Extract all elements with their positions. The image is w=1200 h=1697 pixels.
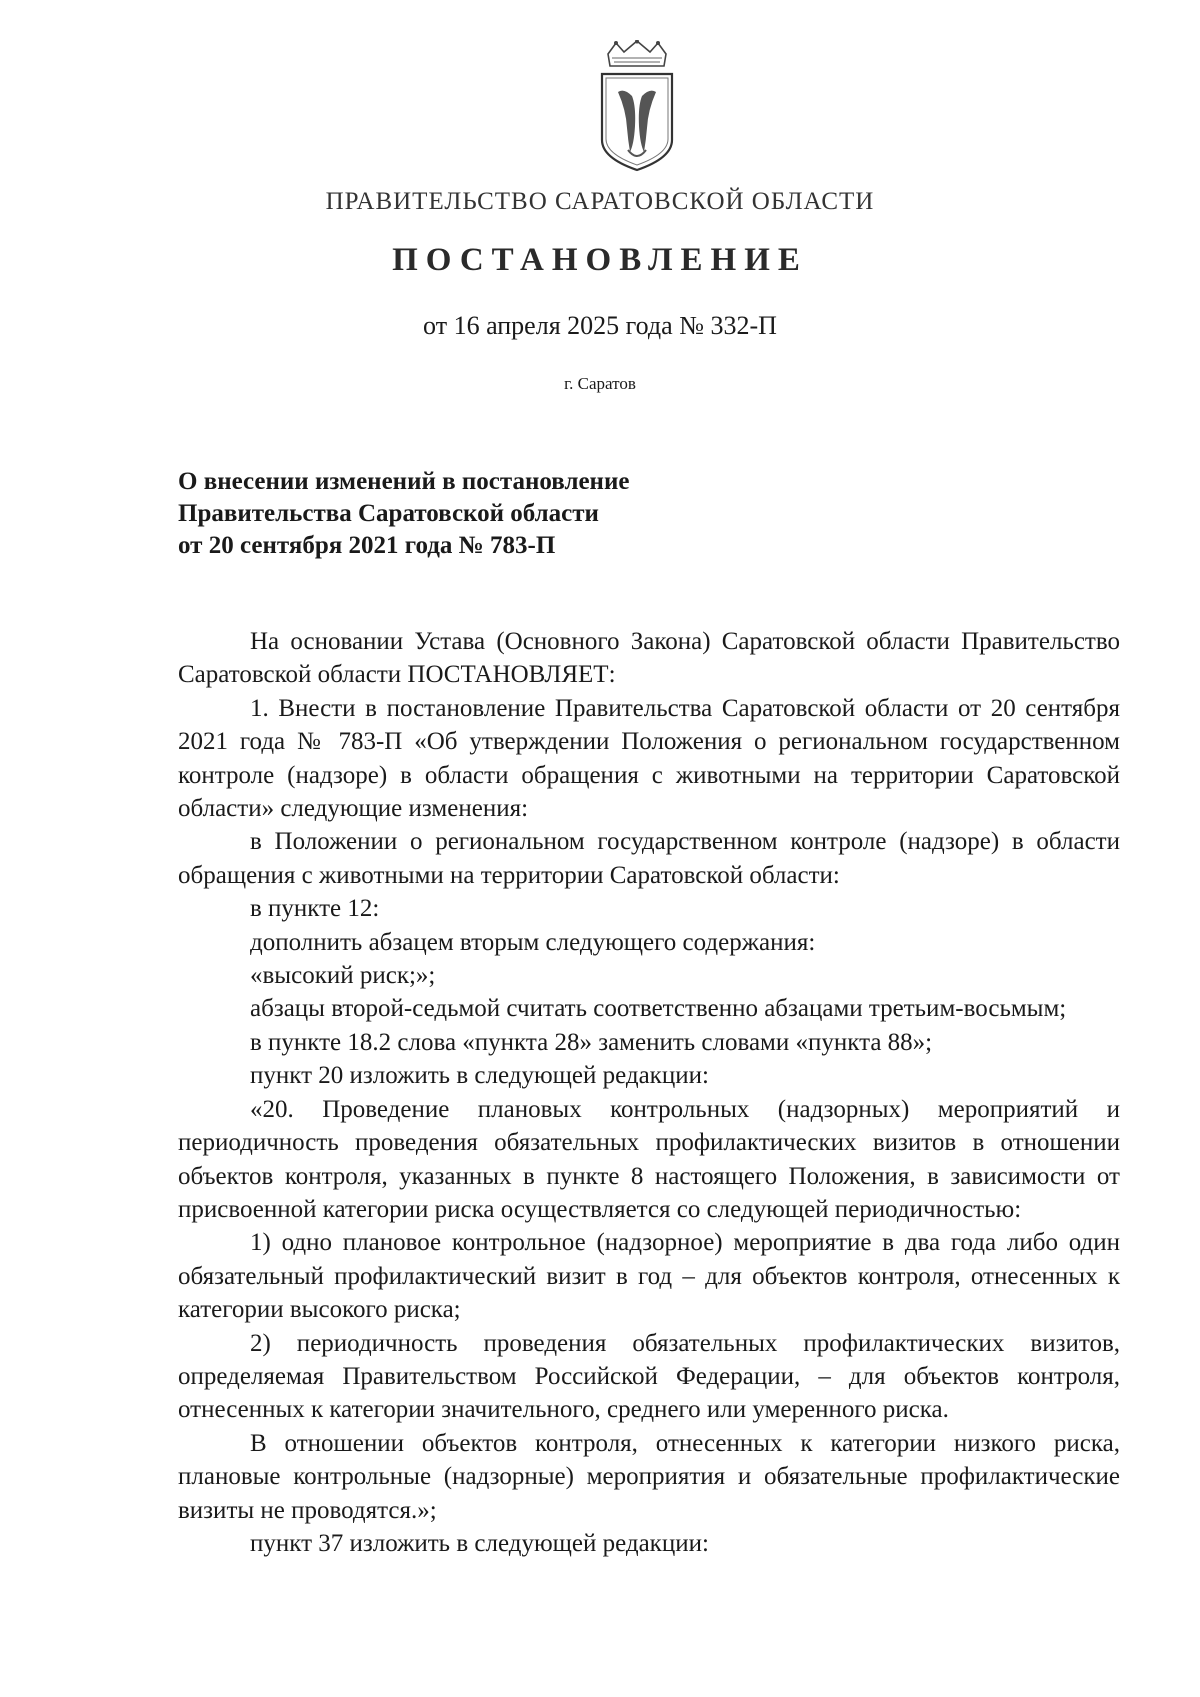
paragraph-item-1: 1. Внести в постановление Правительства Саратовской области от 20 сентября 2021 года № 783-П «Об утверждении Положения о региональном государственном контроле (надзоре) в области обращения с животными на территории Саратовской области» следующие изменения: xyxy=(178,694,1120,823)
paragraph: 2) периодичность проведения обязательных профилактических визитов, определяемая Правительством Российской Федерации, – для объектов контроля, отнесенных к категории значительного, среднего или умеренного риска. xyxy=(178,1329,1120,1424)
paragraph: в пункте 18.2 слова «пункта 28» заменить словами «пункта 88»; xyxy=(250,1028,933,1056)
paragraph: пункт 20 изложить в следующей редакции: xyxy=(250,1062,709,1090)
paragraph: абзацы второй-седьмой считать соответственно абзацами третьим-восьмым; xyxy=(250,995,1067,1023)
subject-line: от 20 сентября 2021 года № 783-П xyxy=(178,532,556,559)
paragraph-preamble: На основании Устава (Основного Закона) Саратовской области Правительство Саратовской области ПОСТАНОВЛЯЕТ: xyxy=(178,628,1120,689)
paragraph: в Положении о региональном государственном контроле (надзоре) в области обращения с животными на территории Саратовской области: xyxy=(178,828,1120,889)
subject-line: О внесении изменений в постановление xyxy=(178,468,630,495)
document-body xyxy=(178,625,1120,1560)
paragraph: «20. Проведение плановых контрольных (надзорных) мероприятий и периодичность проведения обязательных профилактических визитов в отношении объектов контроля, указанных в пункте 8 настоящего Положения, в зависимости от присвоенной категории риска осуществляется со следующей периодичностью: xyxy=(178,1095,1120,1223)
paragraph: В отношении объектов контроля, отнесенных к категории низкого риска, плановые контрольные (надзорные) мероприятия и обязательные профилактические визиты не проводятся.»; xyxy=(178,1429,1120,1524)
paragraph: пункт 37 изложить в следующей редакции: xyxy=(250,1529,709,1557)
city: г. Саратов xyxy=(564,374,636,393)
paragraph: в пункте 12: xyxy=(250,895,380,923)
government-name: ПРАВИТЕЛЬСТВО САРАТОВСКОЙ ОБЛАСТИ xyxy=(325,188,875,215)
document-type-title: ПОСТАНОВЛЕНИЕ xyxy=(392,242,808,278)
date-and-number: от 16 апреля 2025 года № 332-П xyxy=(423,311,777,340)
paragraph: «высокий риск;»; xyxy=(250,962,436,990)
document-subject xyxy=(178,466,878,562)
paragraph: 1) одно плановое контрольное (надзорное) мероприятие в два года либо один обязательный профилактический визит в год – для объектов контроля, отнесенных к категории высокого риска; xyxy=(178,1229,1120,1324)
coat-of-arms-icon xyxy=(594,40,680,172)
subject-line: Правительства Саратовской области xyxy=(178,500,599,527)
paragraph: дополнить абзацем вторым следующего содержания: xyxy=(250,928,816,956)
